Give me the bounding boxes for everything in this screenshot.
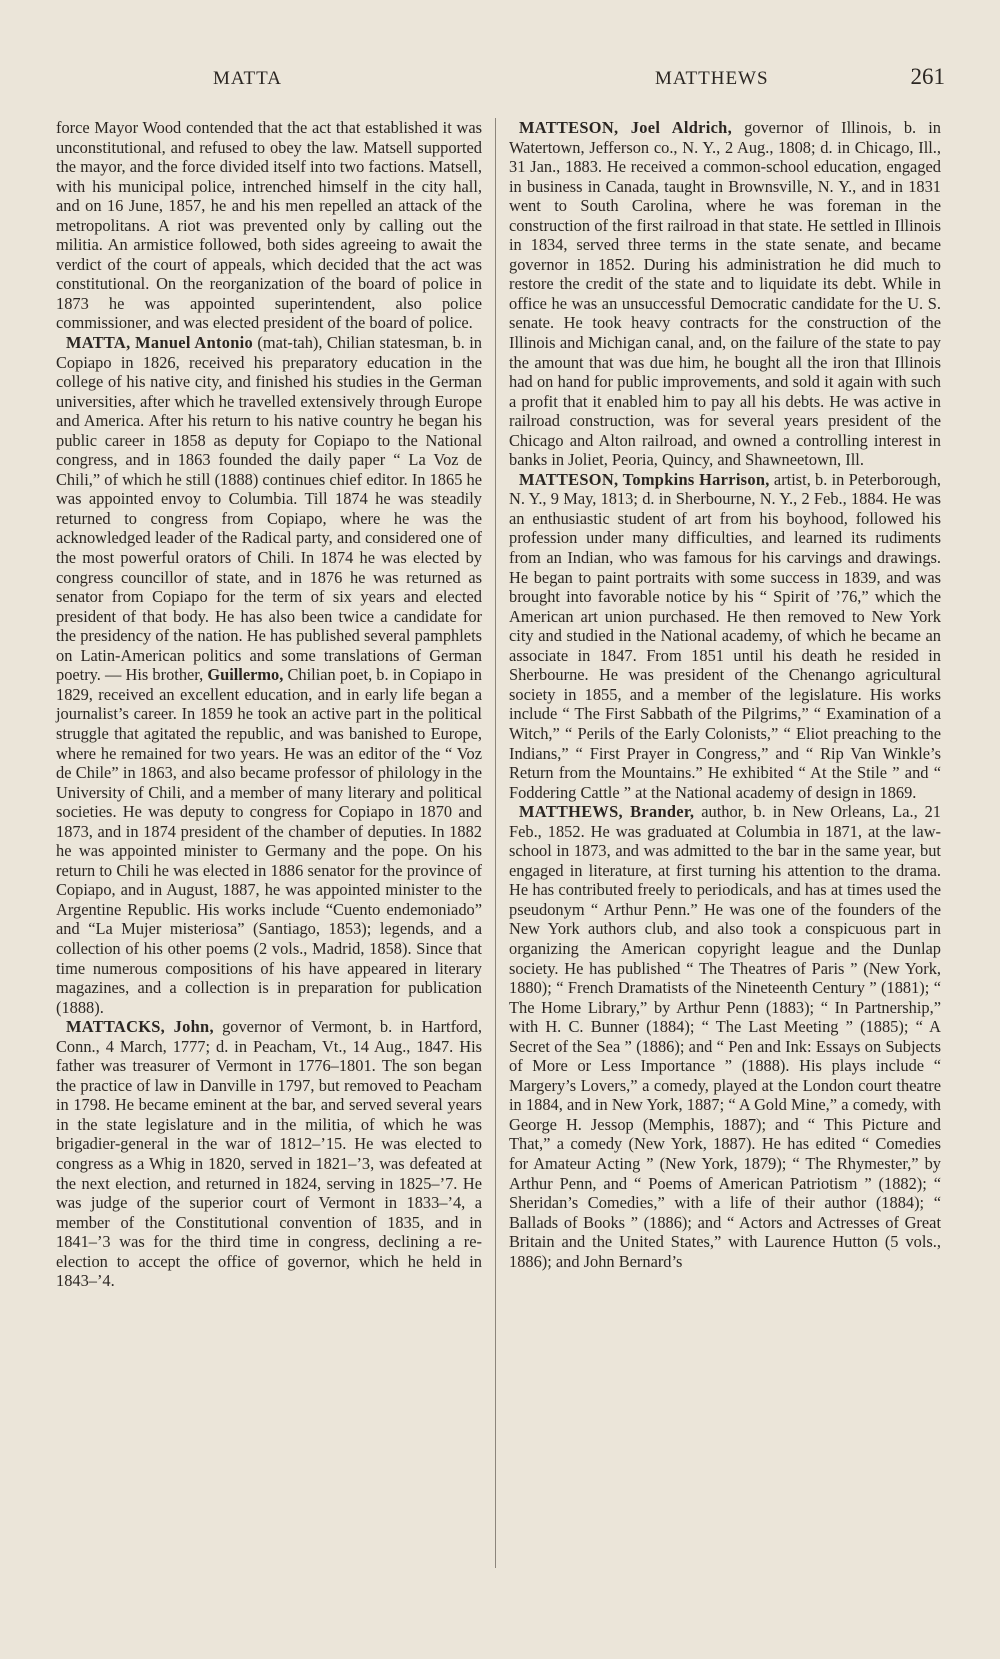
entry-body: governor of Vermont, b. in Hartford, Conn., 4 March, 1777; d. in Peacham, Vt., 14 Aug., 1847. His father was treasurer of Vermont in 1776–1801. The son began the practice of law in Danville in 1797, but removed to Peacham in 1798. He became eminent at the bar, and served several years in the state legislature and in the militia, of which he was brigadier-general in the war of 1812–’15. He was elected to congress as a Whig in 1820, served in 1821–’3, was defeated at the next election, and returned in 1824, serving in 1825–’7. He was judge of the superior court of Vermont in 1833–’4, a member of the Constitutional convention of 1835, and in 1841–’3 was for the third time in congress, declining a re-election to accept the office of governor, which he held in 1843–’4. <box>56 1017 482 1291</box>
entry-body-continued: Chilian poet, b. in Copiapo in 1829, received an excellent education, and in early life began a journalist’s career. In 1859 he took an active part in the political struggle that agitated the republic, and was banished to Europe, where he remained for two years. He was an editor of the “ Voz de Chile” in 1863, and also became professor of philology in the University of Chili, and a member of many literary and political societies. He was deputy to congress for Copiapo in 1870 and 1873, and in 1874 president of the chamber of deputies. In 1882 he was appointed minister to Germany and the pope. On his return to Chili he was elected in 1886 senator for the province of Copiapo, and in August, 1887, he was appointed minister to the Argentine Republic. His works include “Cuento endemoniado” and “La Mujer misteriosa” (Santiago, 1853); legends, and a collection of his other poems (2 vols., Madrid, 1858). Since that time numerous compositions of his have appeared in literary magazines, and a collection is in preparation for publication (1888). <box>56 665 482 1017</box>
entry-headword: MATTHEWS, Brander, <box>519 802 695 822</box>
left-column <box>56 118 482 1291</box>
entry-headword: MATTESON, Joel Aldrich, <box>519 118 732 137</box>
entry-matteson-joel <box>509 118 941 470</box>
entry-mattacks <box>56 1017 482 1291</box>
running-header <box>55 62 945 92</box>
entry-body: governor of Illinois, b. in Watertown, Jefferson co., N. Y., 2 Aug., 1808; d. in Chicago, Ill., 31 Jan., 1883. He received a common-school education, engaged in business in Canada, taught in Brownsville, N. Y., and in 1831 went to South Carolina, where he was foreman in the construction of the first railroad in that state. He settled in Illinois in 1834, served three terms in the state senate, and became governor in 1852. During his administration he did much to restore the credit of the state and to liquidate its debt. While in office he was an unsuccessful Democratic candidate for the U. S. senate. He took heavy contracts for the construction of the Illinois and Michigan canal, and, on the failure of the state to pay the amount that was due him, he bought all the iron that Illinois had on hand for public improvements, and sold it again with such a profit that it enabled him to pay all his debts. He was active in railroad construction, was for several years president of the Chicago and Alton railroad, and owned a controlling interest in banks in Joliet, Peoria, Quincy, and Shawneetown, Ill. <box>509 118 941 470</box>
entry-body: artist, b. in Peterborough, N. Y., 9 May, 1813; d. in Sherbourne, N. Y., 2 Feb., 1884. He was an enthusiastic student of art from his boyhood, followed his profession under many difficulties, and learned its rudiments from an Indian, who was famous for his carvings and drawings. He began to paint portraits with some success in 1839, and was brought into favorable notice by his “ Spirit of ’76,” which the American art union purchased. He then removed to New York city and studied in the National academy, of which he became an associate in 1847. From 1851 until his death he resided in Sherbourne. He was president of the Chenango agricultural society in 1855, and a member of the legislature. His works include “ The First Sabbath of the Pilgrims,” “ Examination of a Witch,” “ Perils of the Early Colonists,” “ Eliot preaching to the Indians,” “ First Prayer in Congress,” and “ Rip Van Winkle’s Return from the Mountains.” He exhibited “ At the Stile ” and “ Foddering Cattle ” at the National academy of design in 1869. <box>509 469 941 802</box>
right-column <box>509 118 941 1271</box>
left-running-head: MATTA <box>213 68 282 89</box>
entry-headword: MATTACKS, John, <box>66 1017 214 1037</box>
entry-matthews-brander <box>509 802 941 1271</box>
page-number: 261 <box>910 64 945 89</box>
entry-headword: MATTESON, Tompkins Harrison, <box>519 469 770 489</box>
column-divider <box>495 118 496 1568</box>
continued-entry-text: force Mayor Wood contended that the act that established it was unconstitutional, and refused to obey the law. Matsell supported the mayor, and the force divided itself into two factions. Matsell, with his municipal police, intrenched himself in the city hall, and on 16 June, 1857, he and his men repelled an attack of the metropolitans. A riot was prevented only by calling out the militia. An armistice followed, both sides agreeing to await the verdict of the court of appeals, which decided that the act was constitutional. On the reorganization of the board of police in 1873 he was appointed superintendent, also police commissioner, and was elected president of the board of police. <box>56 118 482 333</box>
entry-body: author, b. in New Orleans, La., 21 Feb., 1852. He was graduated at Columbia in 1871, at the law-school in 1873, and was admitted to the bar in the same year, but engaged in literature, at first turning his attention to the drama. He has contributed freely to periodicals, and has at times used the pseudonym “ Arthur Penn.” He was one of the founders of the New York authors club, and also took a conspicuous part in organizing the American copyright league and the Dunlap society. He has published “ The Theatres of Paris ” (New York, 1880); “ French Dramatists of the Nineteenth Century ” (1881); “ The Home Library,” by Arthur Penn (1883); “ In Partnership,” with H. C. Bunner (1884); “ The Last Meeting ” (1885); “ A Secret of the Sea ” (1886); and “ Pen and Ink: Essays on Subjects of More or Less Importance ” (1888). His plays include “ Margery’s Lovers,” a comedy, played at the London court theatre in 1884, and in New York, 1887; “ A Gold Mine,” a comedy, with George H. Jessop (Memphis, 1887); and “ This Picture and That,” a comedy (New York, 1887). He has edited “ Comedies for Amateur Acting ” (New York, 1879); “ The Rhymester,” by Arthur Penn, and “ Poems of American Patriotism ” (1882); “ Sheridan’s Comedies,” with a life of their author (1884); “ Ballads of Books ” (1886); and “ Actors and Actresses of Great Britain and the United States,” with Laurence Hutton (5 vols., 1886); and John Bernard’s <box>509 802 942 1271</box>
entry-body: (mat-tah), Chilian statesman, b. in Copiapo in 1826, received his preparatory education in the college of his native city, and finished his studies in the German universities, after which he travelled extensively through Europe and America. After his return to his native country he began his public career in 1858 as deputy for Copiapo to the National congress, and in 1863 founded the daily paper “ La Voz de Chili,” of which he still (1888) continues chief editor. In 1865 he was appointed envoy to Columbia. Till 1874 he was steadily returned to congress from Copiapo, where he was the acknowledged leader of the Radical party, and considered one of the most powerful orators of Chili. In 1874 he was elected by congress councillor of state, and in 1876 he was returned as senator from Copiapo for the term of six years and elected president of that body. He has also been twice a candidate for the presidency of the nation. He has published several pamphlets on Latin-American politics and some translations of German poetry. — His brother, <box>56 333 482 685</box>
entry-headword: MATTA, Manuel Antonio <box>66 333 254 353</box>
inline-subentry-name: Guillermo, <box>207 665 284 685</box>
right-running-head: MATTHEWS <box>655 68 769 89</box>
entry-matta <box>56 333 482 1017</box>
entry-matteson-tompkins <box>509 470 941 802</box>
